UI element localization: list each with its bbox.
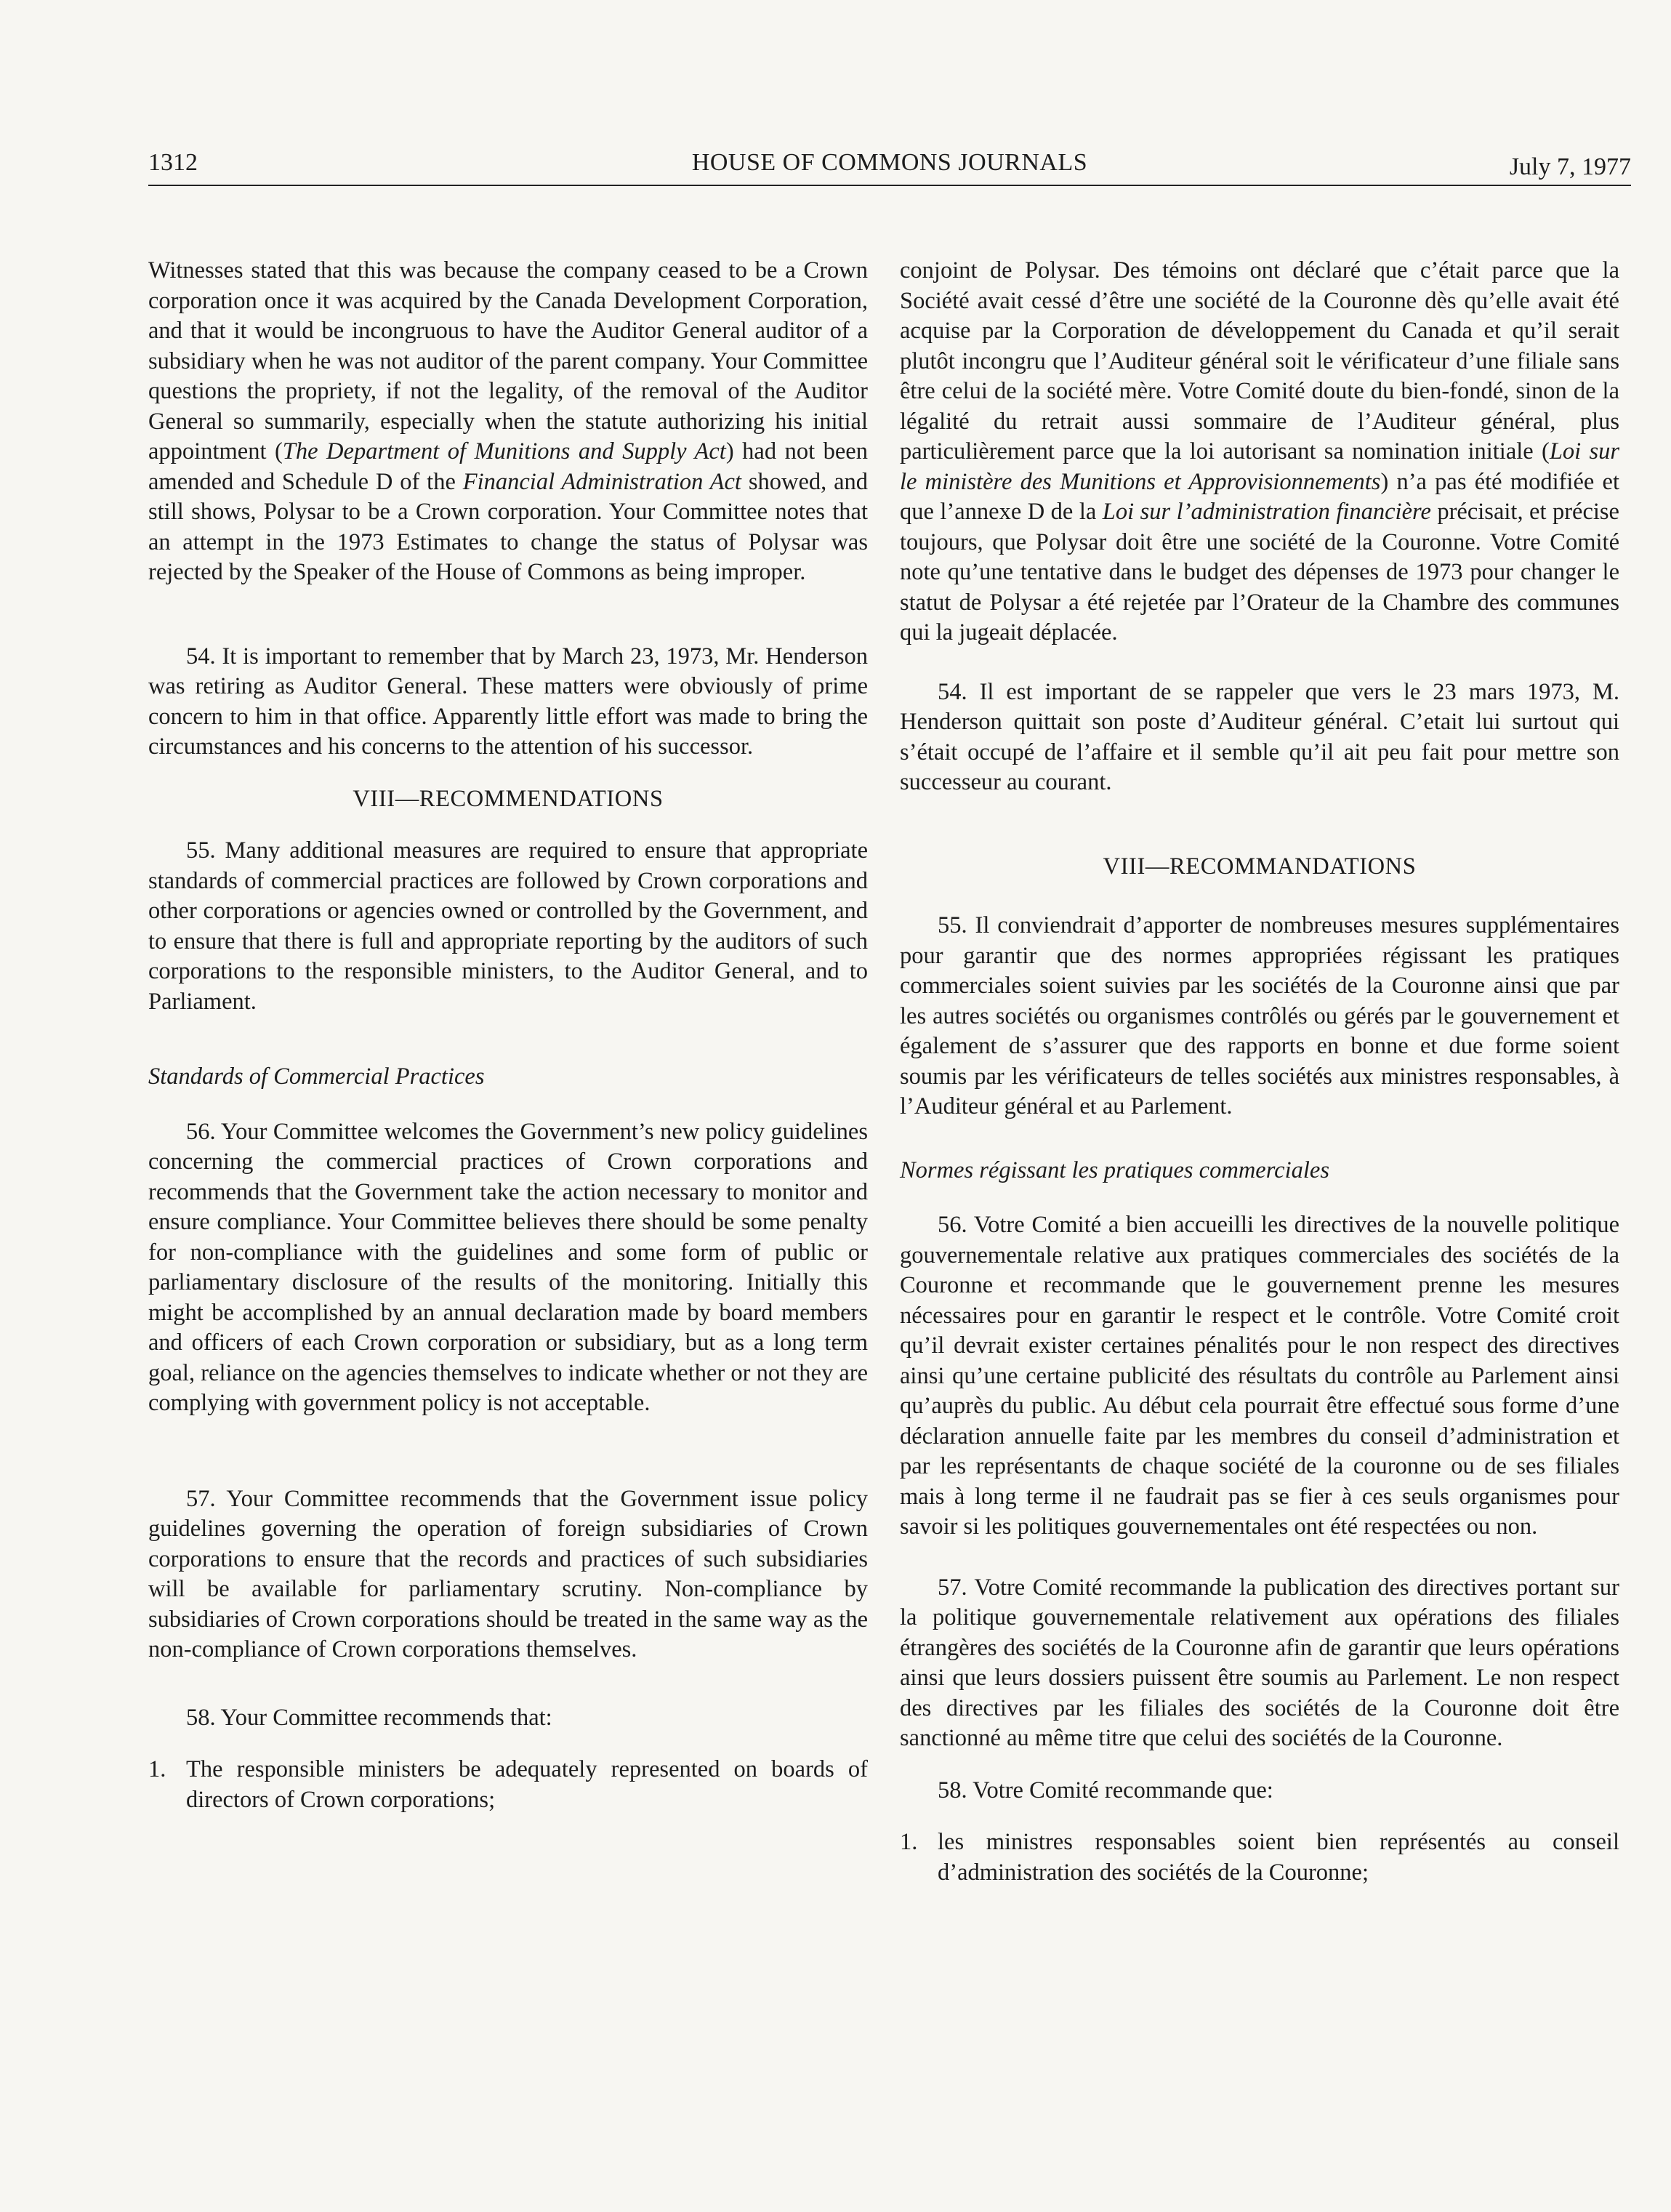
page-header xyxy=(148,149,1631,190)
journal-title: HOUSE OF COMMONS JOURNALS xyxy=(691,149,1088,176)
paragraph-56: 56. Votre Comité a bien accueilli les directives de la nouvelle politique gouvernementale relative aux pratiques commerciales des sociétés de la Couronne et recommande que le gouvernement prenne les mesures nécessaires pour en garantir le respect et le contrôle. Votre Comité croit qu’il devrait exister certaines pénalités pour le non respect des directives ainsi qu’une certaine publicité des résultats du contrôle au Parlement ainsi qu’auprès du public. Au début cela pourrait être effectué sous forme d’une déclaration annuelle faite par les membres du conseil d’administration et par les représentants de chaque société de la couronne ou de ses filiales mais à long terme il ne faudrait pas se fier à ces seuls organismes pour savoir si les politiques gouvernementales ont été respectées ou non. xyxy=(900,1212,1619,1540)
paragraph-54: 54. Il est important de se rappeler que vers le 23 mars 1973, M. Henderson quittait son poste d’Auditeur général. C’etait lui surtout qui s’était occupé de l’affaire et il semble qu’il ait peu fait pour mettre son successeur au courant. xyxy=(900,678,1619,795)
list-item: 1. les ministres responsables soient bien représentés au conseil d’administration des sociétés de la Couronne; xyxy=(900,1829,1619,1886)
paragraph-53-continued: Witnesses stated that this was because the company ceased to be a Crown corporation once it was acquired by the Canada Development Corporation, and that it would be incongruous to have the Auditor General auditor of a subsidiary when he was not auditor of the parent company. Your Committee questions the propriety, if not the legality, of the removal of the Auditor General so summarily, especially when the statute authorizing his initial appointment (The Department of Munitions and Supply Act) had not been amended and Schedule D of the Financial Administration Act showed, and still shows, Polysar to be a Crown corporation. Your Committee notes that an attempt in the 1973 Estimates to change the status of Polysar was rejected by the Speaker of the House of Commons as being improper. xyxy=(148,257,869,585)
subheading: Normes régissant les pratiques commerciales xyxy=(900,1157,1329,1183)
paragraph-55: 55. Il conviendrait d’apporter de nombreuses mesures supplémentaires pour garantir que des normes appropriées régissant les pratiques commerciales soient suivies par les sociétés de la Couronne ainsi que par les autres sociétés ou organismes contrôlés ou gérés par le gouvernement et également de s’assurer que des rapports en bonne et due forme soient soumis par les vérificateurs de telles sociétés aux ministres responsables, à l’Auditeur général et au Parlement. xyxy=(900,912,1619,1119)
paragraph-54: 54. It is important to remember that by March 23, 1973, Mr. Henderson was retiring as Auditor General. These matters were obviously of prime concern to him in that office. Apparently little effort was made to bring the circumstances and his concerns to the attention of his successor. xyxy=(148,643,868,760)
french-column xyxy=(900,256,1619,1888)
section-heading: VIII—RECOMMANDATIONS xyxy=(1103,853,1417,880)
paragraph-57: 57. Votre Comité recommande la publication des directives portant sur la politique gouvernementale relativement aux opérations des filiales étrangères des sociétés de la Couronne afin de garantir que leurs opérations ainsi que leurs dossiers puissent être soumis au Parlement. Le non respect des directives par les filiales des sociétés de la Couronne doit être sanctionné au même titre que celui des sociétés de la Couronne. xyxy=(900,1574,1619,1751)
header-rule xyxy=(148,185,1631,186)
list-item: 1. The responsible ministers be adequately represented on boards of directors of Crown corporations; xyxy=(148,1756,868,1813)
paragraph-56: 56. Your Committee welcomes the Government’s new policy guidelines concerning the commercial practices of Crown corporations and recommends that the Government take the action necessary to monitor and ensure compliance. Your Committee believes there should be some penalty for non-compliance with the guidelines and some form of public or parliamentary disclosure of the results of the monitoring. Initially this might be accomplished by an annual declaration made by board members and officers of each Crown corporation or subsidiary, but as a long term goal, reliance on the agencies themselves to indicate whether or not they are complying with government policy is not acceptable. xyxy=(148,1118,868,1416)
paragraph-57: 57. Your Committee recommends that the Government issue policy guidelines governing the operation of foreign subsidiaries of Crown corporations to ensure that the records and practices of such subsidiaries will be available for parliamentary scrutiny. Non-compliance by subsidiaries of Crown corporations should be treated in the same way as the non-compliance of Crown corporations themselves. xyxy=(148,1485,868,1662)
paragraph-53-continued: conjoint de Polysar. Des témoins ont déclaré que c’était parce que la Société avait cessé d’être une société de la Couronne dès qu’elle avait été acquise par la Corporation de développement du Canada et qu’il serait plutôt incongru que l’Auditeur général soit le vérificateur d’une filiale sans être celui de la société mère. Votre Comité doute du bien-fondé, sinon de la légalité du retrait aussi sommaire de l’Auditeur général, plus particulièrement parce que la loi autorisant sa nomination initiale (Loi sur le ministère des Munitions et Approvisionnements) n’a pas été modifiée et que l’annexe D de la Loi sur l’administration financière précisait, et précise toujours, que Polysar doit être une société de la Couronne. Votre Comité note qu’une tentative dans le budget des dépenses de 1973 pour changer le statut de Polysar a été rejetée par l’Orateur de la Chambre des communes qui la jugeait déplacée. xyxy=(900,257,1619,645)
paragraph-58: 58. Your Committee recommends that: xyxy=(186,1704,552,1731)
paragraph-58: 58. Votre Comité recommande que: xyxy=(938,1777,1273,1803)
act-title: Loi sur l’administration financière xyxy=(1102,499,1431,525)
page-number: 1312 xyxy=(148,149,198,176)
act-title: Loi sur le ministère des Munitions et Approvisionnements xyxy=(900,438,1619,495)
act-title: The Department of Munitions and Supply Act xyxy=(282,438,726,464)
english-column xyxy=(148,256,868,1815)
act-title: Financial Administration Act xyxy=(462,468,741,495)
journal-date: July 7, 1977 xyxy=(1509,153,1631,180)
section-heading: VIII—RECOMMENDATIONS xyxy=(353,785,664,812)
paragraph-55: 55. Many additional measures are required to ensure that appropriate standards of commercial practices are followed by Crown corporations and other corporations or agencies owned or controlled by the Government, and to ensure that there is full and appropriate reporting by the auditors of such corporations to the responsible ministers, to the Auditor General, and to Parliament. xyxy=(148,837,868,1015)
subheading: Standards of Commercial Practices xyxy=(148,1063,485,1090)
